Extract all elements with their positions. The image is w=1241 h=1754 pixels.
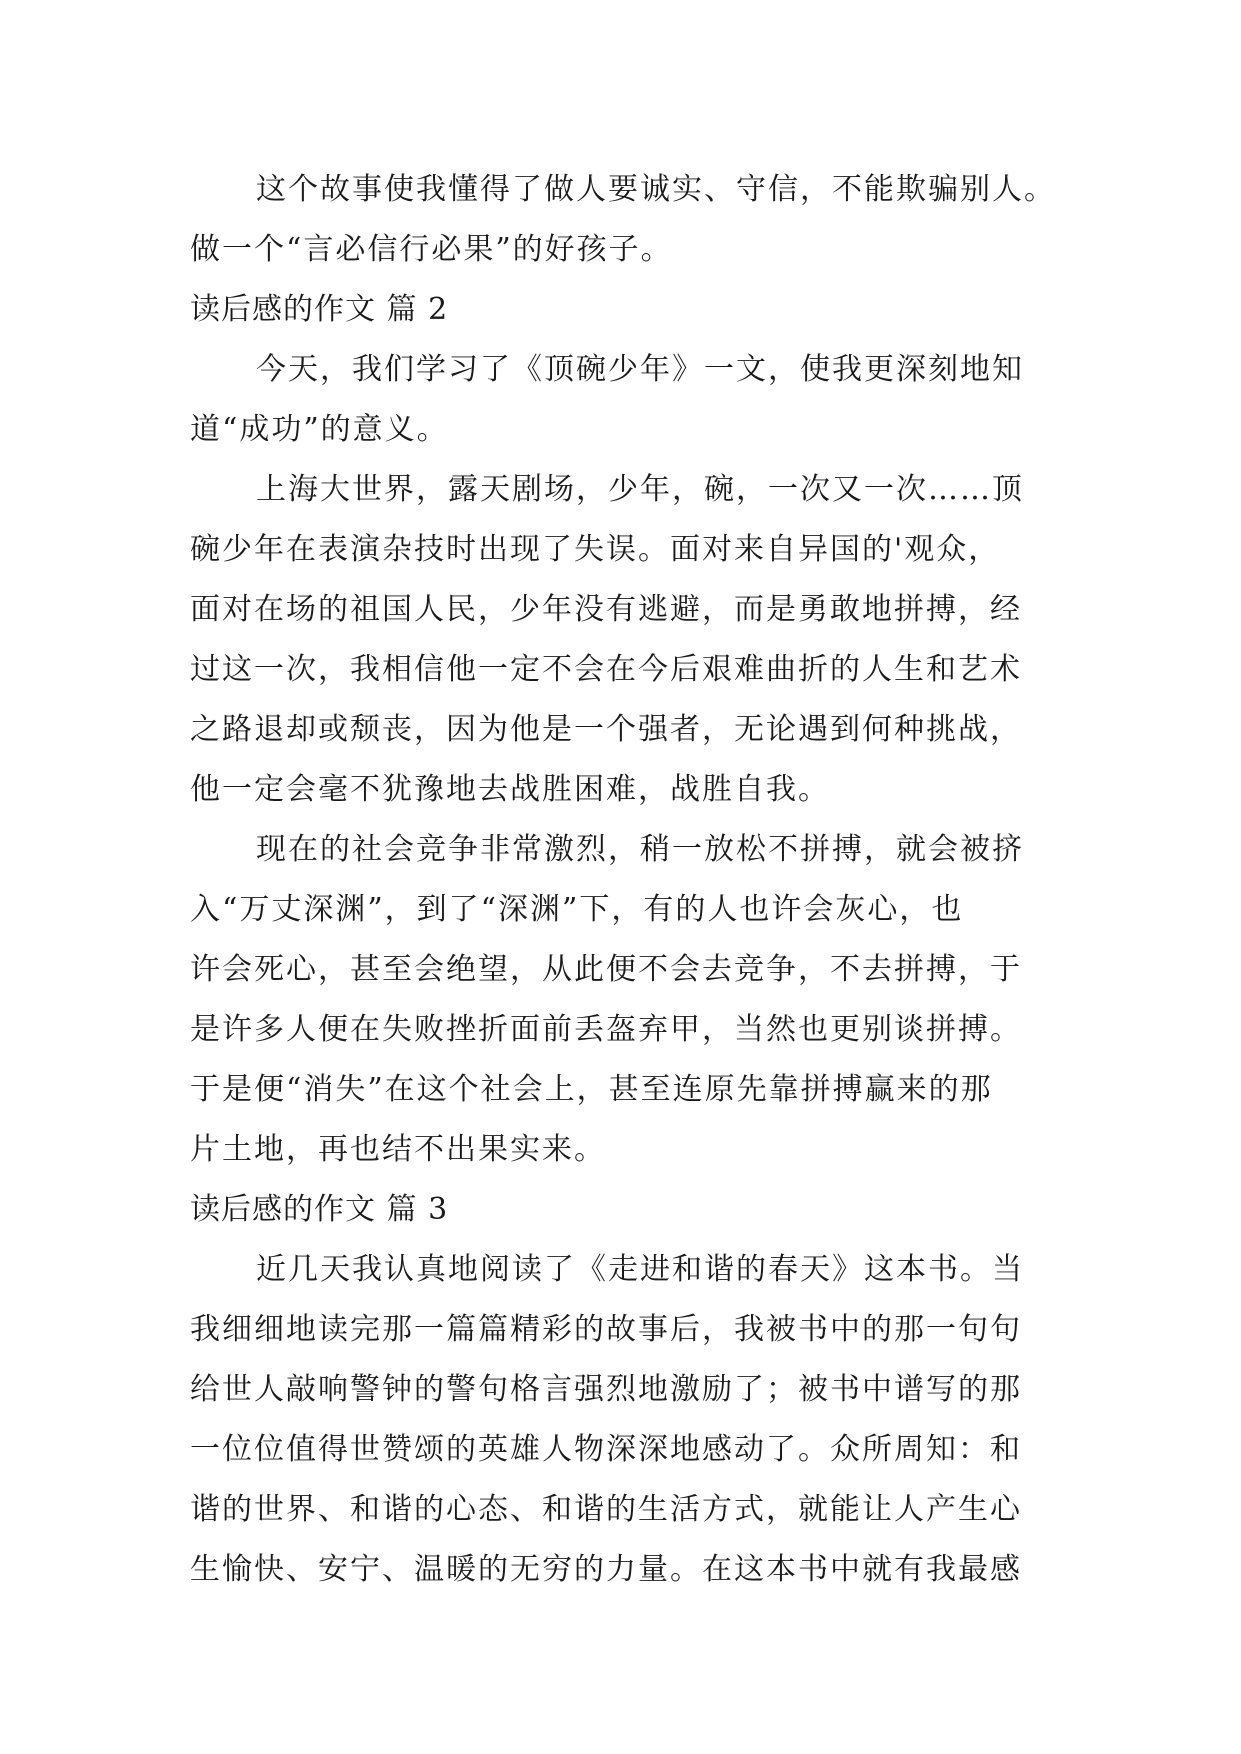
paragraph-line: 这个故事使我懂得了做人要诚实、守信，不能欺骗别人。 (256, 172, 1056, 207)
paragraph-line: 是许多人便在失败挫折面前丢盔弃甲，当然也更别谈拼搏。 (190, 1012, 1022, 1047)
paragraph-line: 过这一次，我相信他一定不会在今后艰难曲折的人生和艺术 (190, 652, 1022, 687)
paragraph-line: 入“万丈深渊”，到了“深渊”下，有的人也许会灰心，也 (190, 892, 964, 927)
paragraph-line: 近几天我认真地阅读了《走进和谐的春天》这本书。当 (256, 1252, 1024, 1287)
paragraph-line: 一位位值得世赞颂的英雄人物深深地感动了。众所周知：和 (190, 1432, 1022, 1467)
paragraph-line: 谐的世界、和谐的心态、和谐的生活方式，就能让人产生心 (190, 1492, 1022, 1527)
paragraph-line: 道“成功”的意义。 (190, 412, 449, 447)
paragraph-line: 片土地，再也结不出果实来。 (190, 1132, 606, 1167)
paragraph-line: 面对在场的祖国人民，少年没有逃避，而是勇敢地拼搏，经 (190, 592, 1022, 627)
section-heading: 读后感的作文 篇 2 (190, 292, 449, 327)
paragraph-line: 之路退却或颓丧，因为他是一个强者，无论遇到何种挑战， (190, 712, 1022, 747)
paragraph-line: 他一定会毫不犹豫地去战胜困难，战胜自我。 (190, 772, 830, 807)
section-heading: 读后感的作文 篇 3 (190, 1192, 449, 1227)
document-body (190, 160, 1056, 1600)
paragraph-line: 给世人敲响警钟的警句格言强烈地激励了；被书中谱写的那 (190, 1372, 1022, 1407)
paragraph-line: 于是便“消失”在这个社会上，甚至连原先靠拼搏赢来的那 (190, 1072, 993, 1107)
paragraph-line: 今天，我们学习了《顶碗少年》一文，使我更深刻地知 (256, 352, 1024, 387)
paragraph-line: 现在的社会竞争非常激烈，稍一放松不拼搏，就会被挤 (256, 832, 1024, 867)
paragraph-line: 我细细地读完那一篇篇精彩的故事后，我被书中的那一句句 (190, 1312, 1022, 1347)
paragraph-line: 做一个“言必信行必果”的好孩子。 (190, 232, 673, 267)
paragraph-line: 生愉快、安宁、温暖的无穷的力量。在这本书中就有我最感 (190, 1552, 1022, 1587)
paragraph-line: 碗少年在表演杂技时出现了失误。面对来自异国的'观众， (190, 532, 1001, 567)
paragraph-line: 上海大世界，露天剧场，少年，碗，一次又一次……顶 (256, 472, 1024, 507)
paragraph-line: 许会死心，甚至会绝望，从此便不会去竞争，不去拼搏，于 (190, 952, 1022, 987)
